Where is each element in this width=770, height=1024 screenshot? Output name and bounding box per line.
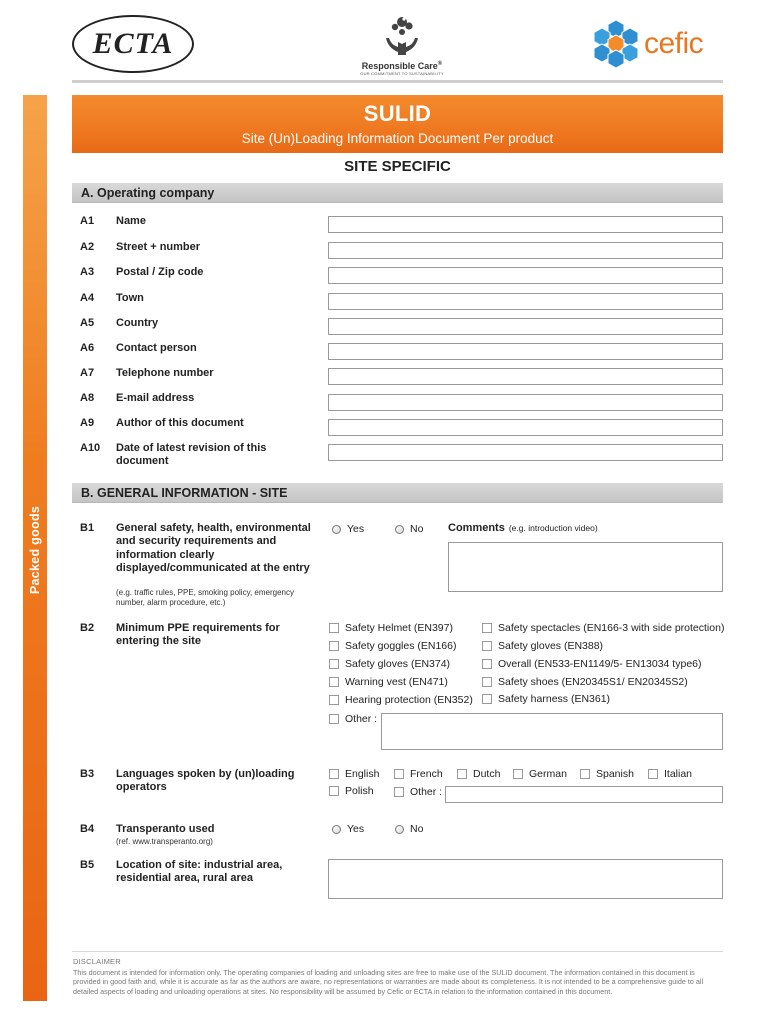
ppe-other-checkbox[interactable] [329,714,339,724]
section-b-heading: B. GENERAL INFORMATION - SITE [72,483,723,503]
responsible-care-name: Responsible Care [361,61,438,71]
b4-yes-option[interactable] [332,823,364,835]
ppe-safety-shoes-checkbox[interactable] [482,677,492,687]
ppe-hearing-protection[interactable] [329,694,473,706]
language-french[interactable] [394,768,443,780]
a3-code: A3 [80,266,95,278]
ppe-option-label: Overall (EN533-EN1149/5- EN13034 type6) [498,658,702,670]
ppe-safety-gloves-374-checkbox[interactable] [329,659,339,669]
revision-date-field[interactable] [328,444,723,461]
b4-yes-label: Yes [347,823,365,835]
section-a-heading: A. Operating company [72,183,723,203]
title-banner [72,95,723,153]
street-field[interactable] [328,242,723,259]
language-label: German [529,768,567,780]
cefic-logo-text: cefic [644,27,704,60]
a4-label: Town [116,292,144,304]
ppe-safety-harness[interactable] [482,693,610,705]
side-label [23,490,47,610]
a2-label: Street + number [116,241,201,253]
disclaimer-divider [72,951,723,952]
a4-code: A4 [80,292,95,304]
name-field[interactable] [328,216,723,233]
ppe-warning-vest[interactable] [329,676,448,688]
ppe-safety-shoes[interactable] [482,676,688,688]
a9-label: Author of this document [116,417,244,429]
comments-label: Comments [448,522,505,534]
b5-code: B5 [80,859,95,871]
ppe-option-label: Safety gloves (EN388) [498,640,604,652]
ppe-other-label: Other : [345,713,378,725]
language-label: Spanish [596,768,634,780]
ppe-option-label: Safety shoes (EN20345S1/ EN20345S2) [498,676,688,688]
language-italian[interactable] [648,768,692,780]
a3-label: Postal / Zip code [116,266,204,278]
responsible-care-hands-icon [380,14,424,56]
b4-code: B4 [80,823,95,835]
language-label: French [410,768,443,780]
language-dutch-checkbox[interactable] [457,769,467,779]
telephone-field[interactable] [328,368,723,385]
ppe-safety-goggles-checkbox[interactable] [329,641,339,651]
ppe-safety-gloves-388[interactable] [482,640,603,652]
b4-note: (ref. www.transperanto.org) [116,837,213,846]
a10-code: A10 [80,442,101,454]
language-dutch[interactable] [457,768,500,780]
header-divider [72,80,723,83]
site-location-field[interactable] [328,859,723,899]
ppe-overall[interactable] [482,658,702,670]
b1-label: General safety, health, environmental and security requirements and information clearly displayed/communicated at the entry [116,522,311,575]
ppe-other[interactable] [329,713,377,725]
language-other-field[interactable] [445,786,723,803]
language-label: English [345,768,380,780]
disclaimer-title: DISCLAIMER [73,957,121,966]
ppe-hearing-protection-checkbox[interactable] [329,695,339,705]
b1-yes-radio[interactable] [332,525,341,534]
responsible-care-logo [356,14,448,76]
ecta-logo [72,15,194,73]
language-other-checkbox[interactable] [394,787,404,797]
ppe-warning-vest-checkbox[interactable] [329,677,339,687]
language-english[interactable] [329,768,379,780]
language-italian-checkbox[interactable] [648,769,658,779]
ppe-safety-goggles[interactable] [329,640,456,652]
language-german[interactable] [513,768,567,780]
side-label-text: Packed goods [28,505,42,595]
ppe-option-label: Safety Helmet (EN397) [345,622,453,634]
language-label: Polish [345,785,374,797]
language-spanish-checkbox[interactable] [580,769,590,779]
a5-code: A5 [80,317,95,329]
ppe-safety-helmet[interactable] [329,622,453,634]
language-polish-checkbox[interactable] [329,786,339,796]
b1-yes-label: Yes [347,523,365,535]
b4-no-option[interactable] [395,823,423,835]
a7-label: Telephone number [116,367,214,379]
a10-label: Date of latest revision of this document [116,442,267,468]
ppe-option-label: Warning vest (EN471) [345,676,448,688]
language-label: Dutch [473,768,501,780]
document-title: SULID [363,101,432,126]
registered-mark: ® [437,61,443,67]
ppe-safety-spectacles[interactable] [482,622,724,634]
ppe-option-label: Safety gloves (EN374) [345,658,451,670]
cefic-logo [592,18,728,70]
language-spanish[interactable] [580,768,634,780]
language-french-checkbox[interactable] [394,769,404,779]
b3-code: B3 [80,768,95,780]
ppe-overall-checkbox[interactable] [482,659,492,669]
b1-yes-option[interactable] [332,523,364,535]
responsible-care-tagline: OUR COMMITMENT TO SUSTAINABILITY [360,71,444,76]
ppe-safety-spectacles-checkbox[interactable] [482,623,492,633]
b1-no-label: No [410,523,424,535]
town-field[interactable] [328,293,723,310]
language-other-label: Other : [410,786,443,798]
a2-code: A2 [80,241,95,253]
b1-no-radio[interactable] [395,525,404,534]
site-specific-heading: SITE SPECIFIC [344,158,451,175]
b1-no-option[interactable] [395,523,423,535]
comments-hint: (e.g. introduction video) [508,523,598,533]
a8-label: E-mail address [116,392,195,404]
a6-code: A6 [80,342,95,354]
b4-no-radio[interactable] [395,825,404,834]
ecta-logo-text: ECTA [92,27,174,60]
a9-code: A9 [80,417,95,429]
a8-code: A8 [80,392,95,404]
b1-comments-field[interactable] [448,542,723,592]
b1-code: B1 [80,522,95,534]
b4-no-label: No [410,823,424,835]
ppe-option-label: Safety spectacles (EN166-3 with side protection) [498,622,725,634]
b4-yes-radio[interactable] [332,825,341,834]
ppe-other-field[interactable] [381,713,723,750]
a6-label: Contact person [116,342,197,354]
b4-label: Transperanto used [116,823,215,835]
b2-code: B2 [80,622,95,634]
a7-code: A7 [80,367,95,379]
cefic-hexagon-icon [592,18,640,70]
ppe-option-label: Safety harness (EN361) [498,693,611,705]
language-other[interactable] [394,786,442,798]
email-field[interactable] [328,394,723,411]
disclaimer-text: This document is intended for information only. The operating companies of loading and unloading sites are free to make use of the SULID document. The information contained in this document is provided in good faith and, while it is accurate as far as the authors are aware, no representations or warranties are made about its completeness. It is not intended to be a comprehensive guide to all detailed aspects of loading and unloading operations at sites. No responsibility will be assumed by Cefic or ECTA in relation to the information contained in this document. [73,968,704,996]
a5-label: Country [116,317,159,329]
language-english-checkbox[interactable] [329,769,339,779]
author-field[interactable] [328,419,723,436]
b1-note: (e.g. traffic rules, PPE, smoking policy, emergency number, alarm procedure, etc.) [116,588,294,607]
document-subtitle: Site (Un)Loading Information Document Per product [241,131,554,146]
a1-code: A1 [80,215,95,227]
ppe-option-label: Safety goggles (EN166) [345,640,457,652]
b2-label: Minimum PPE requirements for entering the site [116,622,280,648]
ppe-safety-helmet-checkbox[interactable] [329,623,339,633]
a1-label: Name [116,215,146,227]
ppe-safety-gloves-374[interactable] [329,658,450,670]
ppe-option-label: Hearing protection (EN352) [345,694,473,706]
b1-comments-label [448,522,598,534]
language-german-checkbox[interactable] [513,769,523,779]
ppe-safety-harness-checkbox[interactable] [482,694,492,704]
ppe-safety-gloves-388-checkbox[interactable] [482,641,492,651]
language-label: Italian [664,768,693,780]
b5-label: Location of site: industrial area, residential area, rural area [116,859,283,885]
country-field[interactable] [328,318,723,335]
language-polish[interactable] [329,785,374,797]
contact-person-field[interactable] [328,343,723,360]
b3-label: Languages spoken by (un)loading operators [116,768,295,794]
postal-code-field[interactable] [328,267,723,284]
